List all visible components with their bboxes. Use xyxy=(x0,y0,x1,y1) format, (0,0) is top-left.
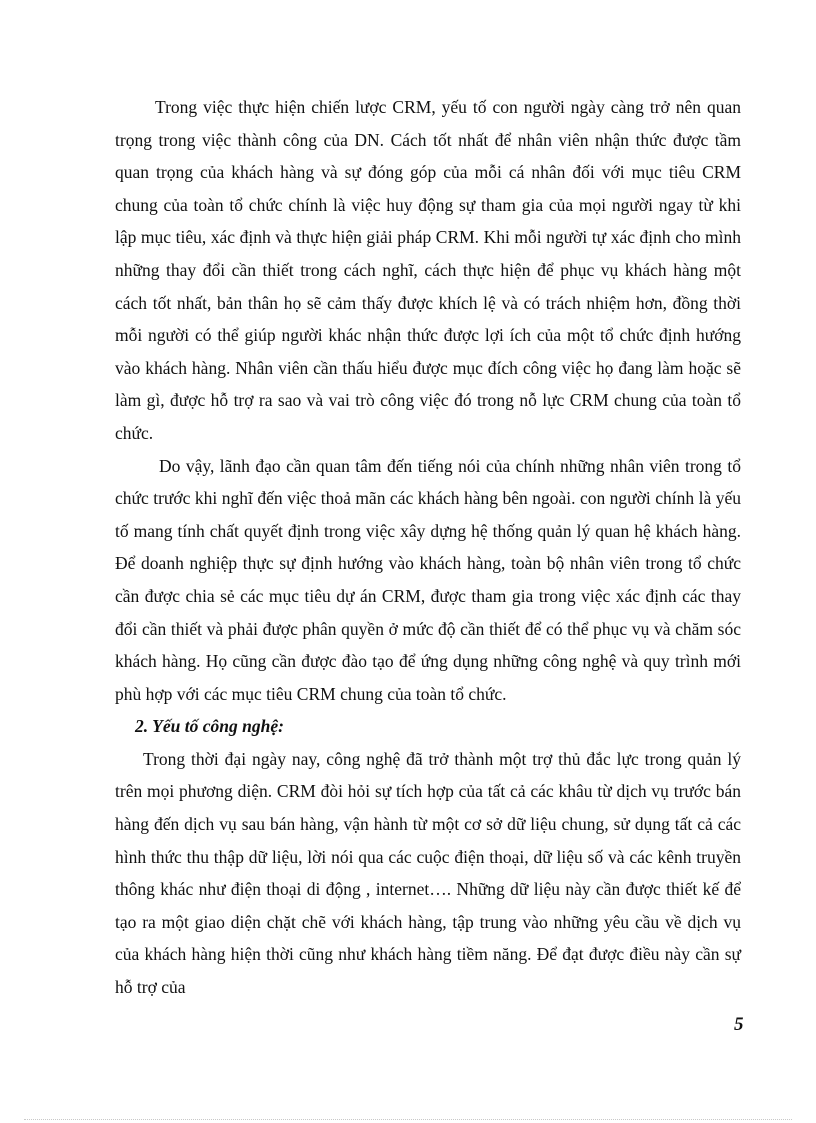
page-number: 5 xyxy=(734,1014,744,1035)
paragraph-leadership: Do vậy, lãnh đạo cần quan tâm đến tiếng nói của chính những nhân viên trong tổ chức trước khi nghĩ đến việc thoả mãn các khách hàng bên ngoài. con người chính là yếu tố mang tính chất quyết định trong việc xây dựng hệ thống quản lý quan hệ khách hàng. Để doanh nghiệp thực sự định hướng vào khách hàng, toàn bộ nhân viên trong tổ chức cần được chia sẻ các mục tiêu dự án CRM, được tham gia trong việc xác định các thay đổi cần thiết và phải được phân quyền ở mức độ cần thiết để có thể phục vụ và chăm sóc khách hàng. Họ cũng cần được đào tạo để ứng dụng những công nghệ và quy trình mới phù hợp với các mục tiêu CRM chung của toàn tổ chức. xyxy=(115,455,741,704)
section-heading-technology: 2. Yếu tố công nghệ: xyxy=(135,716,284,737)
body-text xyxy=(115,91,741,1004)
paragraph-human-factor: Trong việc thực hiện chiến lược CRM, yếu tố con người ngày càng trở nên quan trọng trong việc thành công của DN. Cách tốt nhất để nhân viên nhận thức được tầm quan trọng của khách hàng và sự đóng góp của mỗi cá nhân đối với mục tiêu CRM chung của toàn tổ chức chính là việc huy động sự tham gia của mọi người ngay từ khi lập mục tiêu, xác định và thực hiện giải pháp CRM. Khi mỗi người tự xác định cho mình những thay đổi cần thiết trong cách nghĩ, cách thực hiện để phục vụ khách hàng một cách tốt nhất, bản thân họ sẽ cảm thấy được khích lệ và có trách nhiệm hơn, đồng thời mỗi người có thể giúp người khác nhận thức được lợi ích của một tổ chức định hướng vào khách hàng. Nhân viên cần thấu hiểu được mục đích công việc họ đang làm hoặc sẽ làm gì, được hỗ trợ ra sao và vai trò công việc đó trong nỗ lực CRM chung của toàn tổ chức. xyxy=(115,97,741,443)
footer-dotted-rule xyxy=(24,1119,792,1120)
paragraph-technology: Trong thời đại ngày nay, công nghệ đã trở thành một trợ thủ đắc lực trong quản lý trên mọi phương diện. CRM đòi hỏi sự tích hợp của tất cả các khâu từ dịch vụ trước bán hàng đến dịch vụ sau bán hàng, vận hành từ một cơ sở dữ liệu chung, sử dụng tất cả các hình thức thu thập dữ liệu, lời nói qua các cuộc điện thoại, dữ liệu số và các kênh truyền thông khác như điện thoại di động , internet…. Những dữ liệu này cần được thiết kế để tạo ra một giao diện chặt chẽ với khách hàng, tập trung vào những yêu cầu về dịch vụ của khách hàng hiện thời cũng như khách hàng tiềm năng. Để đạt được điều này cần sự hỗ trợ của xyxy=(115,748,741,998)
